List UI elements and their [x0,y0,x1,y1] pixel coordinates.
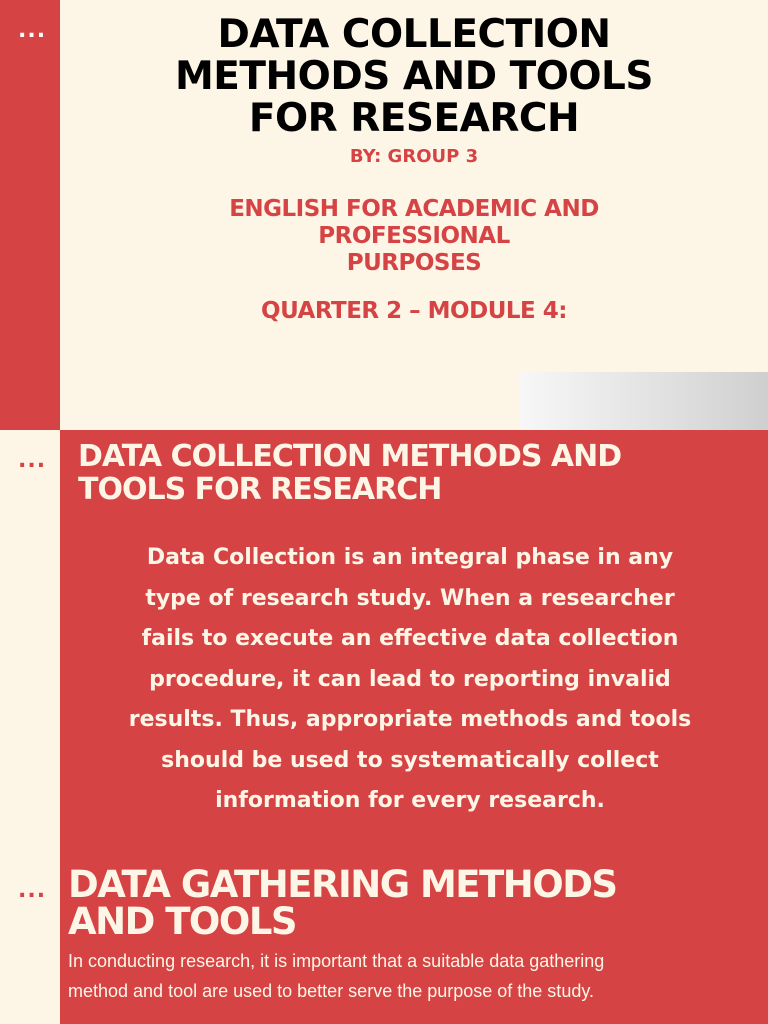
subject-line: PROFESSIONAL [318,223,510,249]
title-line: FOR RESEARCH [248,96,580,141]
subject-line: PURPOSES [346,250,482,276]
more-dots-icon: ... [18,878,47,903]
more-dots-icon: ... [18,448,47,473]
title-line: METHODS AND TOOLS [174,54,653,99]
module-label: QUARTER 2 – MODULE 4: [261,298,567,324]
heading-line: DATA GATHERING METHODS [68,863,617,906]
data-collection-paragraph [100,538,720,822]
subject-line: ENGLISH FOR ACADEMIC AND [229,196,599,222]
paragraph-line: should be used to systematically collect [161,747,659,773]
heading-line: DATA COLLECTION METHODS AND [78,439,622,474]
paragraph-line: results. Thus, appropriate methods and tools [128,707,692,732]
paragraph-line: type of research study. When a researcher [145,585,675,611]
more-dots-icon: ... [18,18,47,43]
heading-line: AND TOOLS [68,900,297,943]
subject-title [60,196,768,277]
paragraph-line: procedure, it can lead to reporting invalid [149,666,671,692]
paragraph-line: method and tool are used to better serve the purpose of the study. [68,981,594,1001]
section-heading-data-collection [78,440,758,506]
section-heading-data-gathering [68,863,758,943]
paragraph-line: information for every research. [215,788,605,813]
data-gathering-paragraph [68,946,758,1006]
paragraph-line: Data Collection is an integral phase in any [146,545,674,570]
title-line: DATA COLLECTION [217,12,611,57]
grey-accent-box [520,372,768,430]
page-title [60,14,768,140]
paragraph-line: In conducting research, it is important that a suitable data gathering [68,951,605,971]
byline: BY: GROUP 3 [349,146,479,167]
heading-line: TOOLS FOR RESEARCH [78,472,442,507]
left-cream-strip [0,430,60,1024]
left-red-strip [0,0,60,430]
paragraph-line: fails to execute an effective data collection [141,626,679,651]
